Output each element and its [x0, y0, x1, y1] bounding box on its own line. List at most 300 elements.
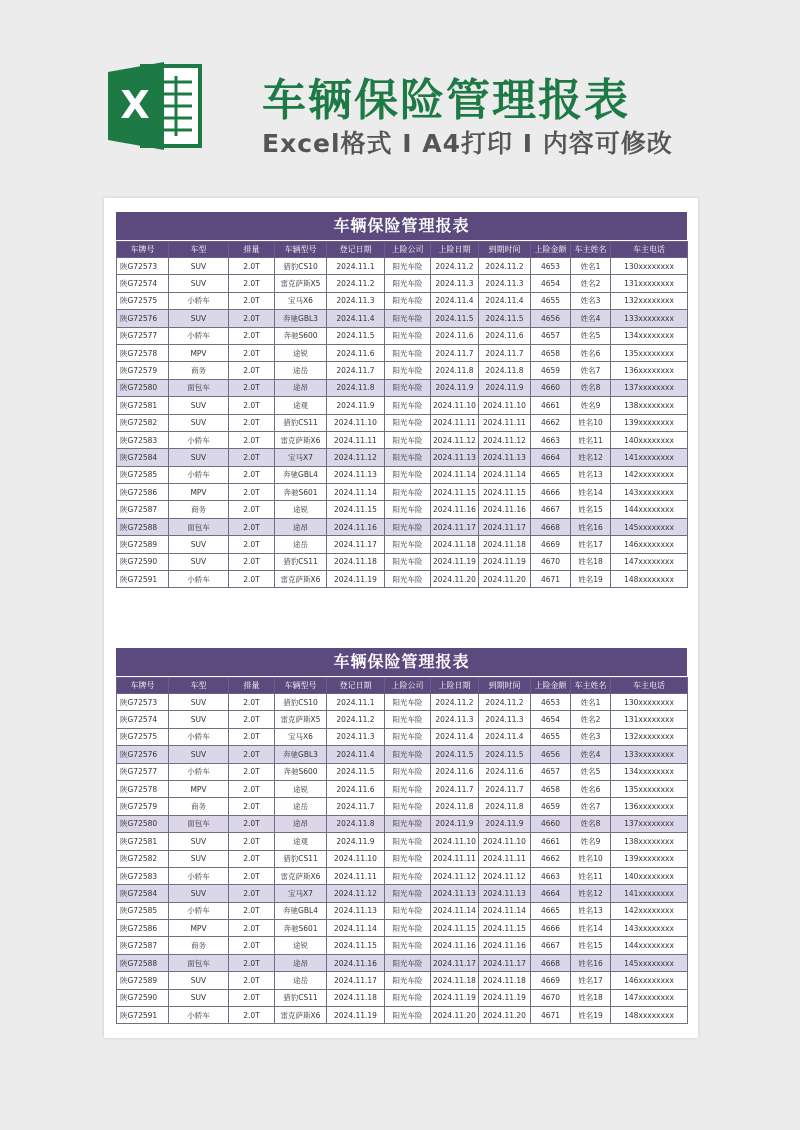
table-cell: 131xxxxxxxx [611, 711, 688, 728]
table-cell: 阳光车险 [385, 501, 431, 518]
table-cell: 134xxxxxxxx [611, 327, 688, 344]
table-cell: 130xxxxxxxx [611, 694, 688, 711]
table-cell: 133xxxxxxxx [611, 746, 688, 763]
table-cell: 姓名15 [571, 937, 611, 954]
table-cell: 陕G72577 [117, 327, 169, 344]
table-cell: 2024.11.8 [327, 815, 385, 832]
table-cell: 4664 [531, 449, 571, 466]
table-cell: 陕G72586 [117, 920, 169, 937]
table-cell: 途岳 [275, 536, 327, 553]
table-cell: 133xxxxxxxx [611, 310, 688, 327]
table-cell: 140xxxxxxxx [611, 867, 688, 884]
table-cell: 陕G72578 [117, 344, 169, 361]
table-cell: 2024.11.10 [479, 397, 531, 414]
table-cell: 商务 [169, 501, 229, 518]
table-cell: 阳光车险 [385, 292, 431, 309]
table-cell: 4660 [531, 815, 571, 832]
table-cell: 2024.11.5 [431, 310, 479, 327]
table-cell: 陕G72573 [117, 694, 169, 711]
table-cell: 2024.11.9 [479, 379, 531, 396]
table-cell: 2.0T [229, 763, 275, 780]
table-header-row [117, 242, 688, 258]
table-cell: 141xxxxxxxx [611, 449, 688, 466]
table-cell: 2024.11.4 [431, 728, 479, 745]
table-cell: 阳光车险 [385, 344, 431, 361]
table-cell: 145xxxxxxxx [611, 954, 688, 971]
table-cell: 2.0T [229, 780, 275, 797]
table-cell: 陕G72590 [117, 553, 169, 570]
table-cell: 144xxxxxxxx [611, 501, 688, 518]
table-cell: 2024.11.18 [479, 972, 531, 989]
table-cell: 阳光车险 [385, 833, 431, 850]
table-cell: 陕G72582 [117, 850, 169, 867]
table-cell: 姓名3 [571, 728, 611, 745]
table-cell: 2024.11.5 [327, 763, 385, 780]
table-cell: 小轿车 [169, 466, 229, 483]
table-cell: 陕G72584 [117, 449, 169, 466]
table-cell: 2.0T [229, 292, 275, 309]
table-cell: 奔驰GBL3 [275, 310, 327, 327]
table-cell: 陕G72575 [117, 292, 169, 309]
table-cell: 4671 [531, 1007, 571, 1024]
table-cell: 4668 [531, 518, 571, 535]
table-cell: 2.0T [229, 327, 275, 344]
table-cell: 姓名11 [571, 867, 611, 884]
table-cell: 2.0T [229, 850, 275, 867]
table-cell: 姓名4 [571, 746, 611, 763]
table-cell: 陕G72591 [117, 1007, 169, 1024]
table-cell: 2024.11.14 [327, 920, 385, 937]
table-cell: 阳光车险 [385, 258, 431, 275]
table-cell: 2024.11.10 [327, 850, 385, 867]
table-cell: 陕G72579 [117, 798, 169, 815]
table-cell: 阳光车险 [385, 362, 431, 379]
table-cell: 阳光车险 [385, 780, 431, 797]
table-cell: 途锐 [275, 501, 327, 518]
table-cell: 2024.11.9 [327, 833, 385, 850]
table-cell: 2024.11.2 [479, 694, 531, 711]
table-cell: MPV [169, 344, 229, 361]
table-row [117, 798, 688, 815]
table-cell: 2024.11.9 [431, 379, 479, 396]
column-header: 车型 [169, 242, 229, 258]
table-cell: 宝马X7 [275, 449, 327, 466]
table-cell: 2.0T [229, 484, 275, 501]
table-cell: 姓名6 [571, 344, 611, 361]
table-row [117, 327, 688, 344]
table-cell: 姓名1 [571, 258, 611, 275]
table-cell: 2024.11.11 [327, 431, 385, 448]
table-row [117, 902, 688, 919]
table-cell: 姓名19 [571, 571, 611, 588]
table-cell: 2024.11.19 [327, 1007, 385, 1024]
table-cell: 2024.11.6 [479, 327, 531, 344]
table-cell: SUV [169, 310, 229, 327]
table-cell: 2.0T [229, 1007, 275, 1024]
table-cell: 2024.11.16 [479, 937, 531, 954]
table-cell: SUV [169, 449, 229, 466]
table-cell: 姓名13 [571, 466, 611, 483]
table-cell: 姓名2 [571, 711, 611, 728]
table-cell: 姓名11 [571, 431, 611, 448]
table-cell: 2024.11.8 [479, 798, 531, 815]
table-cell: 2024.11.10 [431, 833, 479, 850]
table-cell: 陕G72577 [117, 763, 169, 780]
table-cell: 2024.11.11 [327, 867, 385, 884]
table-cell: 姓名16 [571, 954, 611, 971]
table-cell: 姓名6 [571, 780, 611, 797]
column-header: 上险金额 [531, 678, 571, 694]
table-cell: 姓名16 [571, 518, 611, 535]
table-cell: 小轿车 [169, 571, 229, 588]
table-cell: 雷克萨斯X6 [275, 571, 327, 588]
table-cell: SUV [169, 972, 229, 989]
table-cell: 2024.11.3 [479, 711, 531, 728]
table-cell: 146xxxxxxxx [611, 536, 688, 553]
table-row [117, 989, 688, 1006]
table-cell: 阳光车险 [385, 885, 431, 902]
table-cell: 2024.11.17 [431, 518, 479, 535]
column-header: 车主电话 [611, 678, 688, 694]
table-cell: 小轿车 [169, 292, 229, 309]
table-cell: 雷克萨斯X6 [275, 1007, 327, 1024]
column-header: 上险公司 [385, 242, 431, 258]
table-cell: 小轿车 [169, 327, 229, 344]
table-row [117, 344, 688, 361]
table-cell: 2024.11.14 [327, 484, 385, 501]
table-cell: 小轿车 [169, 902, 229, 919]
table-cell: 姓名19 [571, 1007, 611, 1024]
table-cell: 2.0T [229, 571, 275, 588]
table-cell: 4655 [531, 292, 571, 309]
table-cell: 陕G72573 [117, 258, 169, 275]
table-cell: 面包车 [169, 954, 229, 971]
table-cell: 阳光车险 [385, 275, 431, 292]
table-cell: 2.0T [229, 379, 275, 396]
table-cell: 姓名10 [571, 414, 611, 431]
table-cell: 4667 [531, 937, 571, 954]
table-row [117, 746, 688, 763]
table-cell: 2024.11.18 [479, 536, 531, 553]
table-cell: 陕G72574 [117, 711, 169, 728]
table-cell: 陕G72578 [117, 780, 169, 797]
table-cell: SUV [169, 414, 229, 431]
table-cell: 4654 [531, 275, 571, 292]
table-row [117, 815, 688, 832]
table-cell: 阳光车险 [385, 484, 431, 501]
table-cell: 2024.11.13 [431, 449, 479, 466]
table-cell: 阳光车险 [385, 989, 431, 1006]
table-cell: 姓名7 [571, 362, 611, 379]
table-cell: 2024.11.8 [327, 379, 385, 396]
column-header: 到期时间 [479, 678, 531, 694]
table-cell: 2.0T [229, 885, 275, 902]
table-cell: 雷克萨斯X6 [275, 867, 327, 884]
table-cell: 2.0T [229, 466, 275, 483]
table-cell: 阳光车险 [385, 937, 431, 954]
table-cell: 2024.11.18 [431, 972, 479, 989]
table-cell: 猎豹CS11 [275, 414, 327, 431]
table-cell: 2.0T [229, 954, 275, 971]
table-cell: 陕G72584 [117, 885, 169, 902]
table-cell: SUV [169, 885, 229, 902]
table-cell: 陕G72591 [117, 571, 169, 588]
table-cell: 阳光车险 [385, 694, 431, 711]
table-cell: 2024.11.19 [431, 553, 479, 570]
table-cell: 2024.11.16 [327, 954, 385, 971]
table-cell: 陕G72588 [117, 954, 169, 971]
table-cell: 4669 [531, 536, 571, 553]
table-row [117, 920, 688, 937]
table-cell: 2024.11.6 [431, 763, 479, 780]
table-row [117, 258, 688, 275]
table-cell: 2.0T [229, 275, 275, 292]
table-cell: 陕G72585 [117, 902, 169, 919]
column-header: 车牌号 [117, 678, 169, 694]
table-cell: 途岳 [275, 798, 327, 815]
table-row [117, 1007, 688, 1024]
table-cell: 2024.11.20 [479, 571, 531, 588]
table-row [117, 972, 688, 989]
column-header: 车牌号 [117, 242, 169, 258]
table-cell: 阳光车险 [385, 310, 431, 327]
table-cell: 途锐 [275, 780, 327, 797]
table-cell: 阳光车险 [385, 449, 431, 466]
table-cell: 宝马X6 [275, 292, 327, 309]
table-cell: 陕G72585 [117, 466, 169, 483]
table-cell: 宝马X7 [275, 885, 327, 902]
table-cell: 奔驰GBL4 [275, 466, 327, 483]
table-cell: 2024.11.14 [431, 902, 479, 919]
table-cell: 姓名8 [571, 379, 611, 396]
table-cell: 2024.11.9 [431, 815, 479, 832]
table-cell: 阳光车险 [385, 1007, 431, 1024]
table-cell: 小轿车 [169, 728, 229, 745]
table-cell: 姓名18 [571, 989, 611, 1006]
table-cell: 小轿车 [169, 431, 229, 448]
table-header-row [117, 678, 688, 694]
table-cell: 小轿车 [169, 867, 229, 884]
table-cell: 2024.11.7 [327, 798, 385, 815]
table-cell: 2024.11.12 [479, 431, 531, 448]
table-cell: 2024.11.3 [327, 292, 385, 309]
table-cell: 2024.11.17 [479, 954, 531, 971]
document-page [104, 198, 698, 1038]
table-cell: 2.0T [229, 746, 275, 763]
table-cell: 137xxxxxxxx [611, 379, 688, 396]
table-cell: 宝马X6 [275, 728, 327, 745]
table-cell: 商务 [169, 937, 229, 954]
table-cell: SUV [169, 397, 229, 414]
table-row [117, 484, 688, 501]
table-cell: 134xxxxxxxx [611, 763, 688, 780]
table-cell: 姓名5 [571, 763, 611, 780]
table-row [117, 449, 688, 466]
table-cell: 2024.11.16 [327, 518, 385, 535]
table-cell: 姓名14 [571, 484, 611, 501]
table-cell: 2024.11.5 [327, 327, 385, 344]
page-title: 车辆保险管理报表 [262, 75, 630, 126]
table-cell: 小轿车 [169, 763, 229, 780]
table-cell: 2.0T [229, 449, 275, 466]
table-cell: 4659 [531, 798, 571, 815]
table-cell: 2.0T [229, 989, 275, 1006]
table-row [117, 885, 688, 902]
table-cell: 2024.11.14 [479, 902, 531, 919]
table-cell: 2024.11.16 [431, 937, 479, 954]
report-sheet-2 [116, 648, 687, 1024]
table-cell: 2024.11.10 [327, 414, 385, 431]
table-cell: 2024.11.12 [479, 867, 531, 884]
table-cell: 阳光车险 [385, 466, 431, 483]
table-cell: 2024.11.17 [479, 518, 531, 535]
table-cell: 2024.11.11 [431, 850, 479, 867]
table-cell: 陕G72574 [117, 275, 169, 292]
table-cell: 途岳 [275, 972, 327, 989]
table-cell: 陕G72590 [117, 989, 169, 1006]
table-cell: 途观 [275, 397, 327, 414]
table-cell: 2024.11.10 [479, 833, 531, 850]
table-cell: 4662 [531, 414, 571, 431]
table-cell: 陕G72587 [117, 937, 169, 954]
table-cell: 陕G72589 [117, 536, 169, 553]
table-cell: 姓名12 [571, 449, 611, 466]
table-cell: 2024.11.3 [327, 728, 385, 745]
table-cell: 2.0T [229, 310, 275, 327]
table-cell: 132xxxxxxxx [611, 728, 688, 745]
table-cell: 商务 [169, 798, 229, 815]
table-cell: 陕G72576 [117, 746, 169, 763]
table-cell: 猎豹CS10 [275, 694, 327, 711]
column-header: 到期时间 [479, 242, 531, 258]
table-cell: 2024.11.2 [431, 694, 479, 711]
table-cell: 148xxxxxxxx [611, 1007, 688, 1024]
table-cell: 2024.11.19 [431, 989, 479, 1006]
table-cell: 2024.11.20 [431, 1007, 479, 1024]
table-cell: 4660 [531, 379, 571, 396]
table-cell: 4656 [531, 746, 571, 763]
table-cell: 4663 [531, 867, 571, 884]
table-cell: 阳光车险 [385, 815, 431, 832]
table-cell: 2024.11.6 [431, 327, 479, 344]
table-cell: 阳光车险 [385, 536, 431, 553]
table-row [117, 850, 688, 867]
table-cell: 4659 [531, 362, 571, 379]
column-header: 登记日期 [327, 678, 385, 694]
table-cell: 138xxxxxxxx [611, 833, 688, 850]
table-cell: 4655 [531, 728, 571, 745]
table-row [117, 310, 688, 327]
table-cell: 144xxxxxxxx [611, 937, 688, 954]
table-cell: SUV [169, 258, 229, 275]
table-cell: 2.0T [229, 414, 275, 431]
table-cell: 面包车 [169, 379, 229, 396]
table-row [117, 466, 688, 483]
table-cell: 陕G72583 [117, 867, 169, 884]
table-cell: 阳光车险 [385, 954, 431, 971]
table-cell: 2024.11.19 [479, 989, 531, 1006]
table-row [117, 501, 688, 518]
table-cell: 136xxxxxxxx [611, 798, 688, 815]
table-cell: 140xxxxxxxx [611, 431, 688, 448]
table-cell: 2024.11.1 [327, 258, 385, 275]
table-cell: 奔驰S600 [275, 327, 327, 344]
table-cell: 135xxxxxxxx [611, 344, 688, 361]
table-cell: 面包车 [169, 518, 229, 535]
table-cell: 阳光车险 [385, 728, 431, 745]
sheet-title: 车辆保险管理报表 [116, 648, 687, 676]
table-cell: 阳光车险 [385, 397, 431, 414]
table-cell: 阳光车险 [385, 763, 431, 780]
table-cell: 姓名3 [571, 292, 611, 309]
table-cell: 2024.11.16 [479, 501, 531, 518]
table-cell: 2024.11.11 [431, 414, 479, 431]
table-cell: SUV [169, 694, 229, 711]
table-cell: 2.0T [229, 397, 275, 414]
table-cell: 陕G72581 [117, 397, 169, 414]
column-header: 车型 [169, 678, 229, 694]
table-cell: 4653 [531, 258, 571, 275]
column-header: 车辆型号 [275, 242, 327, 258]
table-cell: 137xxxxxxxx [611, 815, 688, 832]
table-cell: 陕G72587 [117, 501, 169, 518]
table-cell: 阳光车险 [385, 850, 431, 867]
table-cell: 阳光车险 [385, 553, 431, 570]
table-cell: 2024.11.15 [327, 937, 385, 954]
table-cell: 4671 [531, 571, 571, 588]
table-cell: 2.0T [229, 937, 275, 954]
table-cell: 奔驰GBL3 [275, 746, 327, 763]
table-row [117, 379, 688, 396]
table-cell: 4666 [531, 920, 571, 937]
table-row [117, 937, 688, 954]
table-cell: SUV [169, 746, 229, 763]
table-cell: MPV [169, 780, 229, 797]
table-cell: 姓名12 [571, 885, 611, 902]
table-cell: 2.0T [229, 344, 275, 361]
table-row [117, 728, 688, 745]
table-cell: 4662 [531, 850, 571, 867]
table-cell: 2024.11.8 [431, 362, 479, 379]
table-cell: 4670 [531, 989, 571, 1006]
report-sheet-1 [116, 212, 687, 588]
column-header: 排量 [229, 678, 275, 694]
table-cell: 姓名5 [571, 327, 611, 344]
table-cell: 陕G72589 [117, 972, 169, 989]
table-cell: 2.0T [229, 972, 275, 989]
table-cell: SUV [169, 711, 229, 728]
table-cell: SUV [169, 275, 229, 292]
table-cell: 4667 [531, 501, 571, 518]
table-row [117, 553, 688, 570]
table-cell: 2024.11.15 [479, 920, 531, 937]
report-table [116, 241, 688, 588]
table-cell: 姓名13 [571, 902, 611, 919]
table-cell: 2024.11.12 [431, 431, 479, 448]
table-cell: 姓名14 [571, 920, 611, 937]
column-header: 车主姓名 [571, 678, 611, 694]
table-row [117, 397, 688, 414]
report-table [116, 677, 688, 1024]
table-cell: 2024.11.11 [479, 414, 531, 431]
table-cell: 姓名9 [571, 397, 611, 414]
table-row [117, 711, 688, 728]
table-cell: 2024.11.13 [479, 449, 531, 466]
table-cell: 4670 [531, 553, 571, 570]
page-subtitle: Excel格式 I A4打印 I 内容可修改 [262, 129, 673, 158]
table-cell: 姓名18 [571, 553, 611, 570]
table-cell: 4663 [531, 431, 571, 448]
